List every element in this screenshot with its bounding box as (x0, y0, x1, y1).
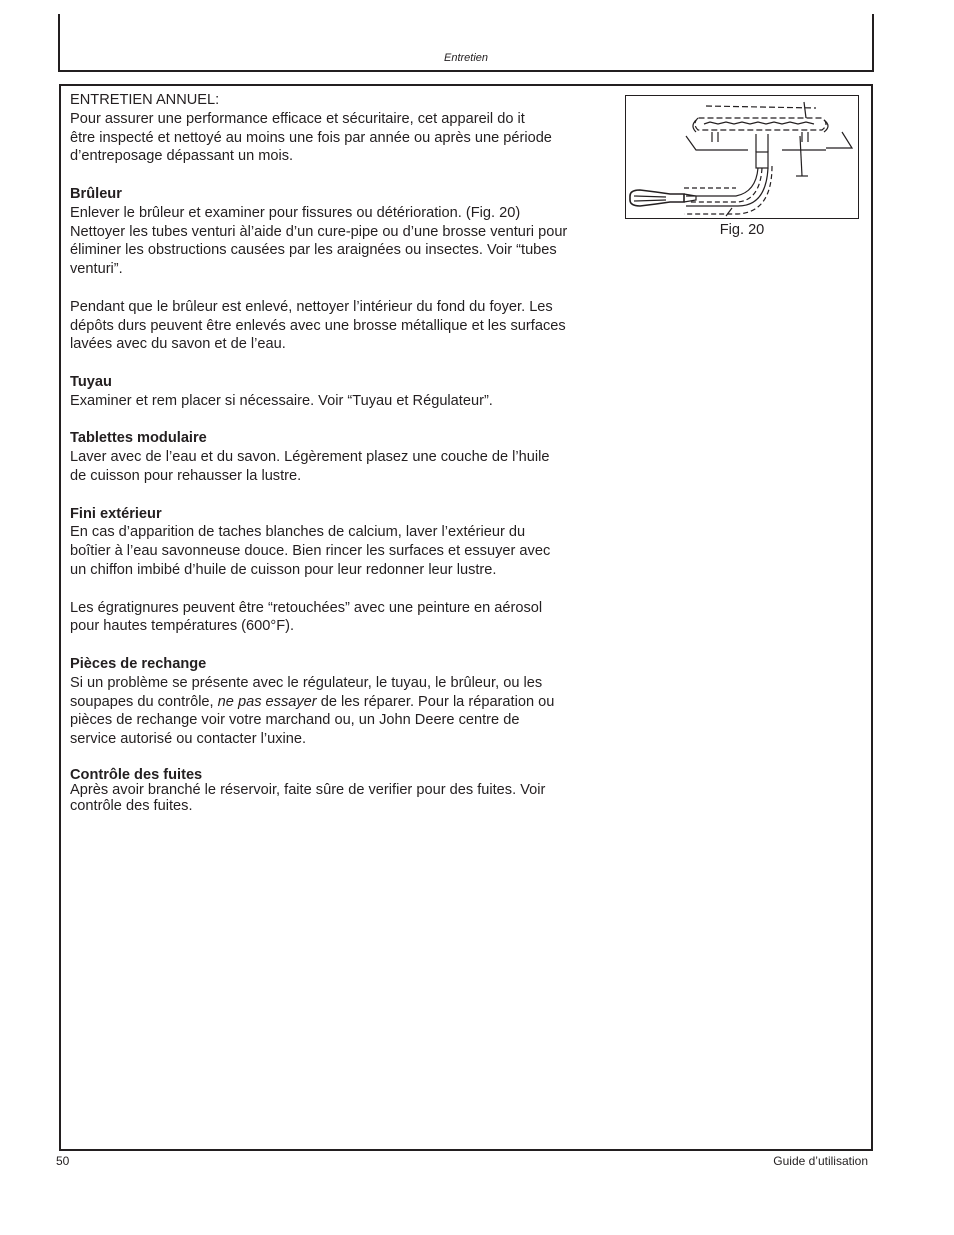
fini-paragraph-2: Les égratignures peuvent être “retouchées” avec une peinture en aérosol pour hautes températures (600°F). (70, 599, 543, 635)
section-label: Entretien (443, 52, 489, 64)
fini-section: Fini extérieur En cas d’apparition de taches blanches de calcium, laver l’extérieur du boîtier à l’eau savonneuse douce. Bien rincer les surfaces et essuyer avec un chiffon imbibé d’huile de cuisson pour leur redonner leur lustre. (70, 505, 610, 580)
content-box (59, 84, 873, 1151)
tablettes-heading: Tablettes modulaire (70, 430, 207, 447)
pieces-section: Pièces de rechange Si un problème se présente avec le régulateur, le tuyau, le brûleur, ou les soupapes du contrôle, ne pas essayer de les réparer. Pour la réparation ou pièces de rechange voir votre marchand ou, un John Deere centre de service autorisé ou contacter l’uxine. (70, 655, 610, 749)
emphasis-text: ne pas essayer (217, 693, 317, 710)
intro-heading: ENTRETIEN ANNUEL: (70, 92, 220, 108)
tuyau-section: Tuyau Examiner et rem placer si nécessaire. Voir “Tuyau et Régulateur”. (70, 373, 610, 411)
text-column (70, 91, 610, 832)
tablettes-section: Tablettes modulaire Laver avec de l’eau et du savon. Légèrement plasez une couche de l’huile de cuisson pour rehausser la lustre. (70, 429, 610, 485)
intro-paragraph: ENTRETIEN ANNUEL: Pour assurer une performance efficace et sécuritaire, cet appareil do it être inspecté et nettoyé au moins une fois par année ou après une période d’entreposage dépassant un mois. (70, 92, 552, 165)
figure-caption: Fig. 20 (719, 222, 765, 238)
bruleur-section: Brûleur Enlever le brûleur et examiner pour fissures ou détérioration. (Fig. 20) Nettoyer les tubes venturi àl’aide d’un cure-pipe ou d’une brosse venturi pour éliminer les obstructions causées par les araignées ou insectes. Voir “tubes venturi”. (70, 185, 610, 279)
pieces-heading: Pièces de rechange (70, 655, 207, 672)
fuites-heading: Contrôle des fuites (70, 766, 203, 783)
footer-title: Guide d’utilisation (773, 1154, 868, 1168)
page-header (58, 14, 874, 72)
bruleur-heading: Brûleur (70, 185, 122, 202)
bruleur-paragraph-2: Pendant que le brûleur est enlevé, nettoyer l’intérieur du fond du foyer. Les dépôts durs peuvent être enlevés avec une brosse métallique et les surfaces lavées avec du savon et de l’eau. (70, 298, 566, 353)
tuyau-heading: Tuyau (70, 373, 112, 390)
fini-heading: Fini extérieur (70, 505, 162, 522)
fuites-section: Contrôle des fuites Après avoir branché le réservoir, faite sûre de verifier pour des fuites. Voir contrôle des fuites. (70, 768, 610, 814)
page-number: 50 (56, 1154, 70, 1168)
burner-cleaning-illustration (625, 95, 859, 219)
